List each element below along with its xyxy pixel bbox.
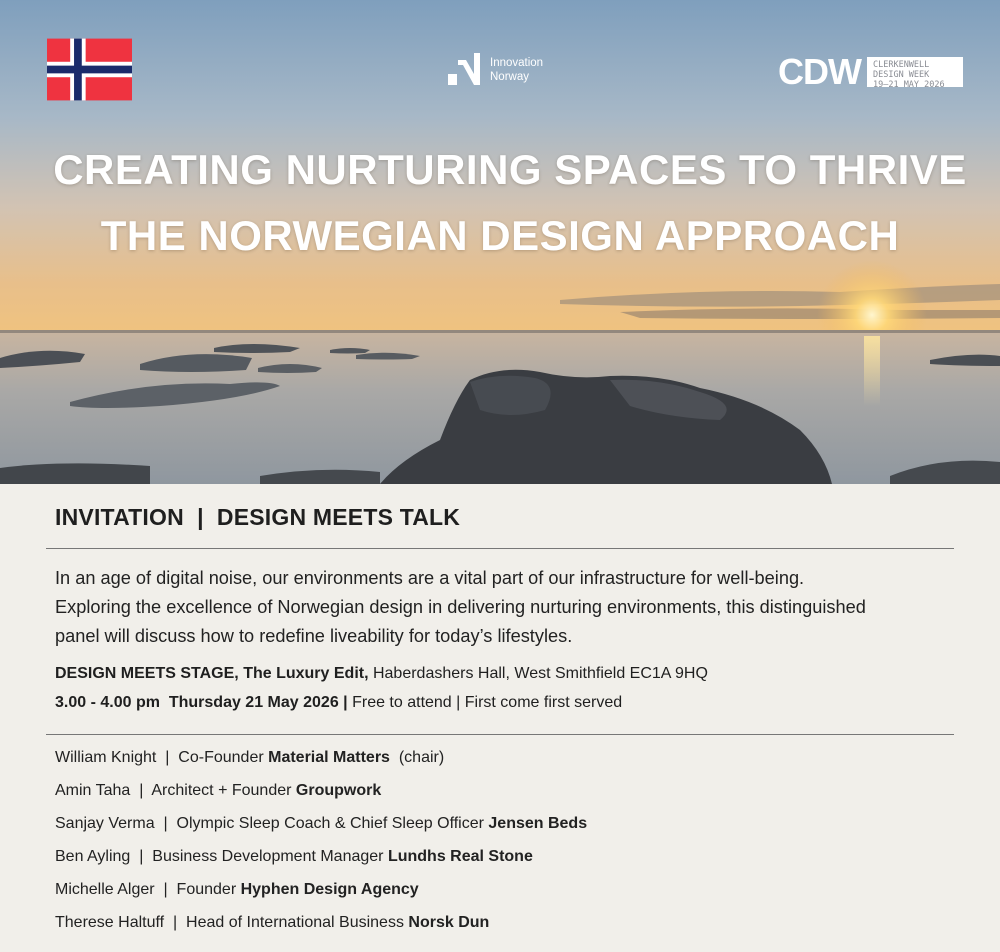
event-hours: 3.00 - 4.00 pm: [55, 694, 160, 711]
panelist-row: [55, 911, 955, 944]
panelist-separator: |: [154, 815, 177, 832]
panelist-row: [55, 746, 955, 779]
panelist-company: Material Matters: [268, 749, 390, 766]
headline-line2: THE NORWEGIAN DESIGN APPROACH: [100, 212, 900, 259]
event-description: [55, 564, 965, 651]
panelist-role: Founder: [176, 881, 241, 898]
panelist-name: Amin Taha: [55, 782, 131, 799]
panelist-company: Groupwork: [295, 782, 382, 799]
venue-stage: DESIGN MEETS STAGE,: [55, 665, 239, 682]
panelist-separator: |: [156, 749, 179, 766]
panelist-role: Architect + Founder: [151, 782, 296, 799]
panelist-name: Therese Haltuff: [55, 914, 165, 931]
innovation-norway-mark-icon: [446, 50, 488, 90]
divider: [46, 548, 954, 549]
panelist-company: Hyphen Design Agency: [240, 881, 419, 898]
description-line: Exploring the excellence of Norwegian design in delivering nurturing environments, this distinguished: [55, 597, 866, 617]
description-line: panel will discuss how to redefine liveability for today’s lifestyles.: [55, 626, 573, 646]
panelist-name: William Knight: [55, 749, 157, 766]
invitation-heading: INVITATION | DESIGN MEETS TALK: [55, 504, 461, 530]
panelist-name: Ben Ayling: [55, 848, 131, 865]
cdw-logo-line3: 19–21 MAY 2026: [872, 79, 945, 90]
cdw-logo-line1: CLERKENWELL: [872, 59, 930, 70]
panel-list: [55, 746, 955, 944]
description-line: In an age of digital noise, our environments are a vital part of our infrastructure for well-being.: [55, 568, 805, 588]
panelist-role: Business Development Manager: [152, 848, 388, 865]
panelist-separator: |: [130, 848, 153, 865]
panelist-row: [55, 878, 955, 911]
panelist-separator: |: [164, 914, 187, 931]
invitation-content: [0, 484, 1000, 952]
cdw-logo-box: [867, 57, 963, 90]
panelist-company: Lundhs Real Stone: [387, 848, 533, 865]
event-time: [55, 694, 622, 712]
panelist-role: Head of International Business: [186, 914, 409, 931]
panelist-role: Co-Founder: [178, 749, 269, 766]
panelist-name: Sanjay Verma: [55, 815, 155, 832]
cdw-logo-line2: DESIGN WEEK: [872, 69, 930, 80]
event-info: Free to attend | First come first served: [347, 694, 623, 711]
venue-address: Haberdashers Hall, West Smithfield EC1A 9HQ: [368, 665, 708, 682]
panelist-company: Jensen Beds: [488, 815, 588, 832]
panelist-note: (chair): [389, 749, 445, 766]
panelist-row: [55, 779, 955, 812]
innovation-logo-line1: Innovation: [490, 57, 544, 69]
panelist-row: [55, 845, 955, 878]
divider: [46, 734, 954, 735]
cdw-logo: [778, 52, 964, 91]
headline-line1: CREATING NURTURING SPACES TO THRIVE: [53, 146, 967, 193]
panelist-role: Olympic Sleep Coach & Chief Sleep Officer: [176, 815, 489, 832]
panelist-company: Norsk Dun: [408, 914, 490, 931]
panelist-row: [55, 812, 955, 845]
innovation-norway-logo: [446, 50, 543, 90]
panelist-name: Michelle Alger: [55, 881, 155, 898]
event-venue: [55, 665, 708, 683]
venue-edit: The Luxury Edit,: [243, 665, 369, 682]
event-date: Thursday 21 May 2026 |: [168, 694, 348, 711]
cdw-logo-mark: CDW: [778, 51, 861, 92]
panelist-separator: |: [154, 881, 177, 898]
innovation-logo-line2: Norway: [490, 71, 529, 83]
panelist-separator: |: [130, 782, 152, 799]
norway-flag-icon: [47, 37, 132, 102]
